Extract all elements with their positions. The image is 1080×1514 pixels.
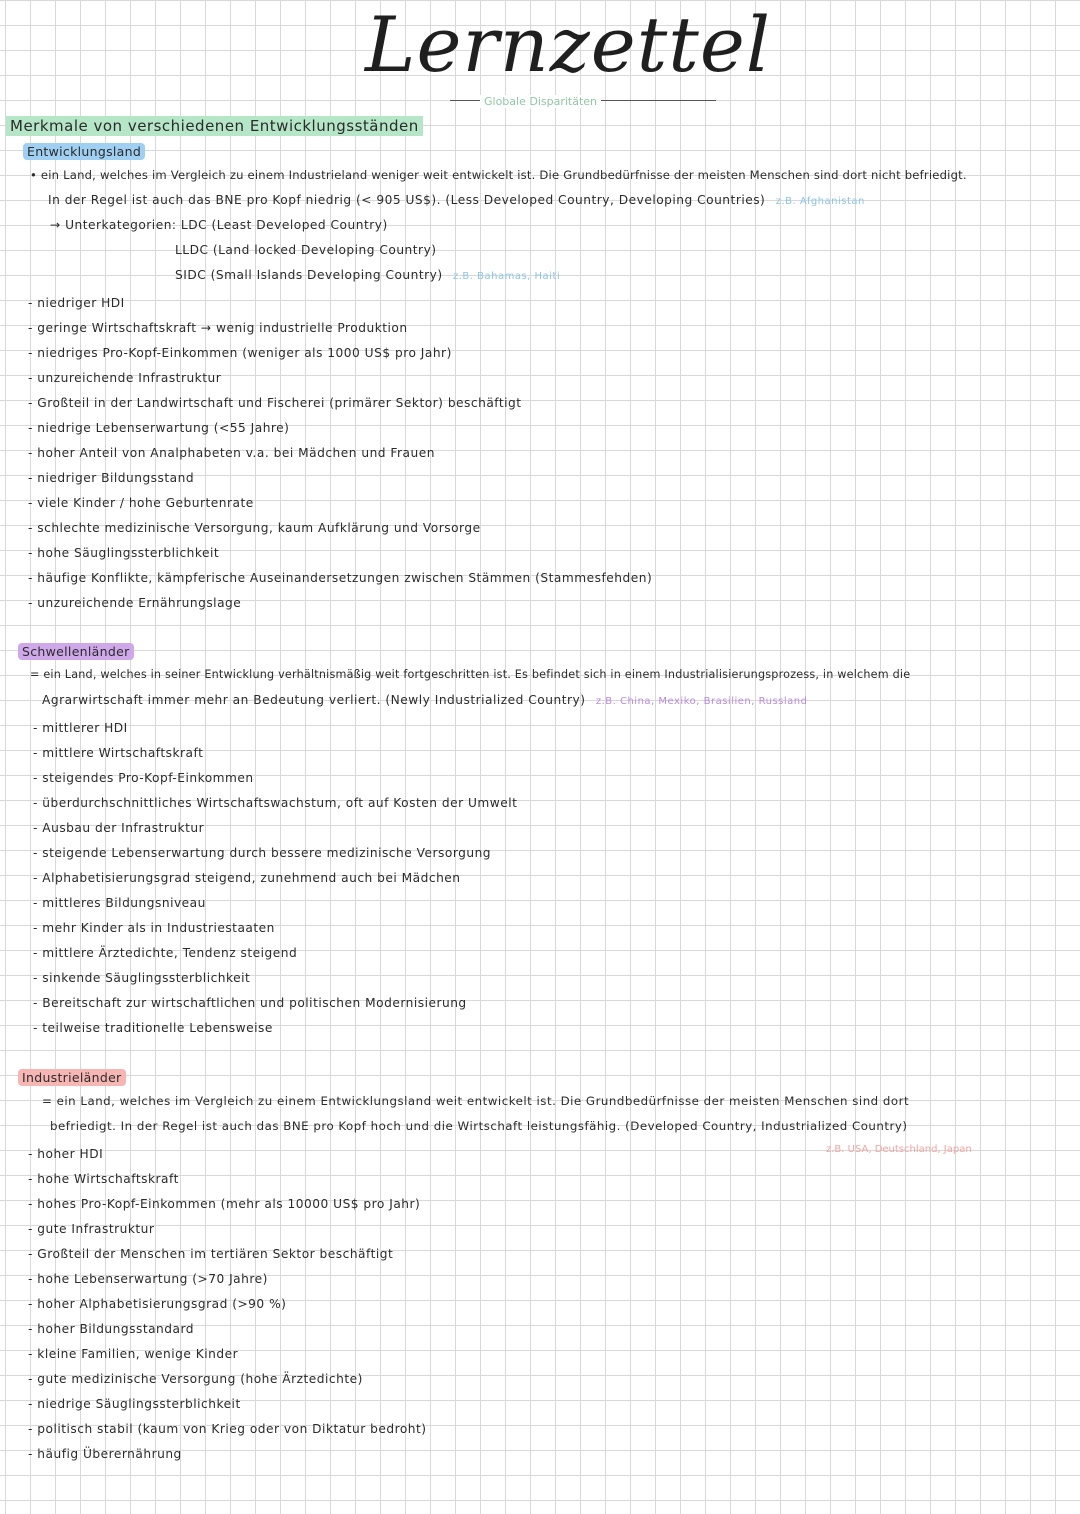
- list-item: - hoher Alphabetisierungsgrad (>90 %): [28, 1297, 287, 1311]
- list-item: - mittleres Bildungsniveau: [33, 896, 206, 910]
- example-text: z.B. USA, Deutschland, Japan: [826, 1144, 972, 1155]
- feature-list: [28, 293, 652, 618]
- list-item: - mittlere Wirtschaftskraft: [33, 746, 204, 760]
- list-item: - schlechte medizinische Versorgung, kaum Aufklärung und Vorsorge: [28, 521, 481, 535]
- example-text: z.B. Afghanistan: [775, 196, 865, 207]
- page-title: Lernzettel: [365, 0, 772, 89]
- list-item: - hohes Pro-Kopf-Einkommen (mehr als 10000 US$ pro Jahr): [28, 1197, 421, 1211]
- example-text: z.B. Bahamas, Haiti: [453, 271, 561, 282]
- list-item: - Bereitschaft zur wirtschaftlichen und politischen Modernisierung: [33, 996, 467, 1010]
- list-item: - viele Kinder / hohe Geburtenrate: [28, 496, 254, 510]
- list-item: - teilweise traditionelle Lebensweise: [33, 1021, 273, 1035]
- definition-line: = ein Land, welches in seiner Entwicklung verhältnismäßig weit fortgeschritten ist. Es befindet sich in einem Industrialisierungsprozess, in welchem die: [30, 668, 911, 681]
- list-item: - Großteil in der Landwirtschaft und Fischerei (primärer Sektor) beschäftigt: [28, 396, 522, 410]
- list-item: - hohe Lebenserwartung (>70 Jahre): [28, 1272, 268, 1286]
- list-item: - häufig Überernährung: [28, 1447, 182, 1461]
- list-item: - geringe Wirtschaftskraft → wenig industrielle Produktion: [28, 321, 408, 335]
- list-item: - mehr Kinder als in Industriestaaten: [33, 921, 275, 935]
- list-item: - steigendes Pro-Kopf-Einkommen: [33, 771, 254, 785]
- list-item: - kleine Familien, wenige Kinder: [28, 1347, 239, 1361]
- badge-schwellenlaender: Schwellenländer: [18, 643, 134, 660]
- list-item: - hohe Wirtschaftskraft: [28, 1172, 179, 1186]
- list-item: - hoher HDI: [28, 1147, 104, 1161]
- definition-line: Agrarwirtschaft immer mehr an Bedeutung verliert. (Newly Industrialized Country) z.B. China, Mexiko, Brasilien, Russland: [42, 693, 808, 707]
- list-item: - häufige Konflikte, kämpferische Auseinandersetzungen zwischen Stämmen (Stammesfehden): [28, 571, 653, 585]
- subcategory-line: → Unterkategorien: LDC (Least Developed Country): [50, 218, 388, 232]
- list-item: - gute Infrastruktur: [28, 1222, 155, 1236]
- badge-entwicklungsland: Entwicklungsland: [23, 143, 145, 160]
- subcategory-line: LLDC (Land locked Developing Country): [175, 243, 437, 257]
- list-item: - politisch stabil (kaum von Krieg oder von Diktatur bedroht): [28, 1422, 427, 1436]
- list-item: - niedrige Lebenserwartung (<55 Jahre): [28, 421, 290, 435]
- definition-line: In der Regel ist auch das BNE pro Kopf niedrig (< 905 US$). (Less Developed Country, Developing Countries) z.B. Afghanistan: [48, 193, 865, 207]
- list-item: - hohe Säuglingssterblichkeit: [28, 546, 220, 560]
- list-item: - mittlerer HDI: [33, 721, 128, 735]
- list-item: - niedriger HDI: [28, 296, 125, 310]
- list-item: - Alphabetisierungsgrad steigend, zunehmend auch bei Mädchen: [33, 871, 461, 885]
- list-item: - Ausbau der Infrastruktur: [33, 821, 205, 835]
- list-item: - gute medizinische Versorgung (hohe Ärztedichte): [28, 1372, 363, 1386]
- list-item: - hoher Bildungsstandard: [28, 1322, 195, 1336]
- list-item: - überdurchschnittliches Wirtschaftswachstum, oft auf Kosten der Umwelt: [33, 796, 518, 810]
- definition-line: befriedigt. In der Regel ist auch das BNE pro Kopf hoch und die Wirtschaft leistungsfähig. (Developed Country, Industrialized Country): [50, 1119, 908, 1133]
- subcategory-line: SIDC (Small Islands Developing Country) z.B. Bahamas, Haiti: [175, 268, 561, 282]
- feature-list: [28, 1144, 427, 1469]
- list-item: - sinkende Säuglingssterblichkeit: [33, 971, 251, 985]
- page-subtitle: Globale Disparitäten: [480, 95, 601, 108]
- list-item: - niedriges Pro-Kopf-Einkommen (weniger als 1000 US$ pro Jahr): [28, 346, 452, 360]
- section-heading: Merkmale von verschiedenen Entwicklungsständen: [6, 116, 423, 136]
- list-item: - hoher Anteil von Analphabeten v.a. bei Mädchen und Frauen: [28, 446, 435, 460]
- list-item: - Großteil der Menschen im tertiären Sektor beschäftigt: [28, 1247, 394, 1261]
- feature-list: [33, 718, 517, 1043]
- list-item: - unzureichende Infrastruktur: [28, 371, 222, 385]
- definition-line: = ein Land, welches im Vergleich zu einem Entwicklungsland weit entwickelt ist. Die Grundbedürfnisse der meisten Menschen sind dort: [42, 1094, 910, 1108]
- badge-industrielaender: Industrieländer: [18, 1069, 126, 1086]
- list-item: - steigende Lebenserwartung durch bessere medizinische Versorgung: [33, 846, 492, 860]
- example-text: z.B. China, Mexiko, Brasilien, Russland: [595, 696, 808, 707]
- list-item: - unzureichende Ernährungslage: [28, 596, 242, 610]
- list-item: - niedrige Säuglingssterblichkeit: [28, 1397, 241, 1411]
- list-item: - mittlere Ärztedichte, Tendenz steigend: [33, 946, 298, 960]
- list-item: - niedriger Bildungsstand: [28, 471, 195, 485]
- definition-line: • ein Land, welches im Vergleich zu einem Industrieland weniger weit entwickelt ist. Die Grundbedürfnisse der meisten Menschen sind dort nicht befriedigt.: [30, 168, 967, 182]
